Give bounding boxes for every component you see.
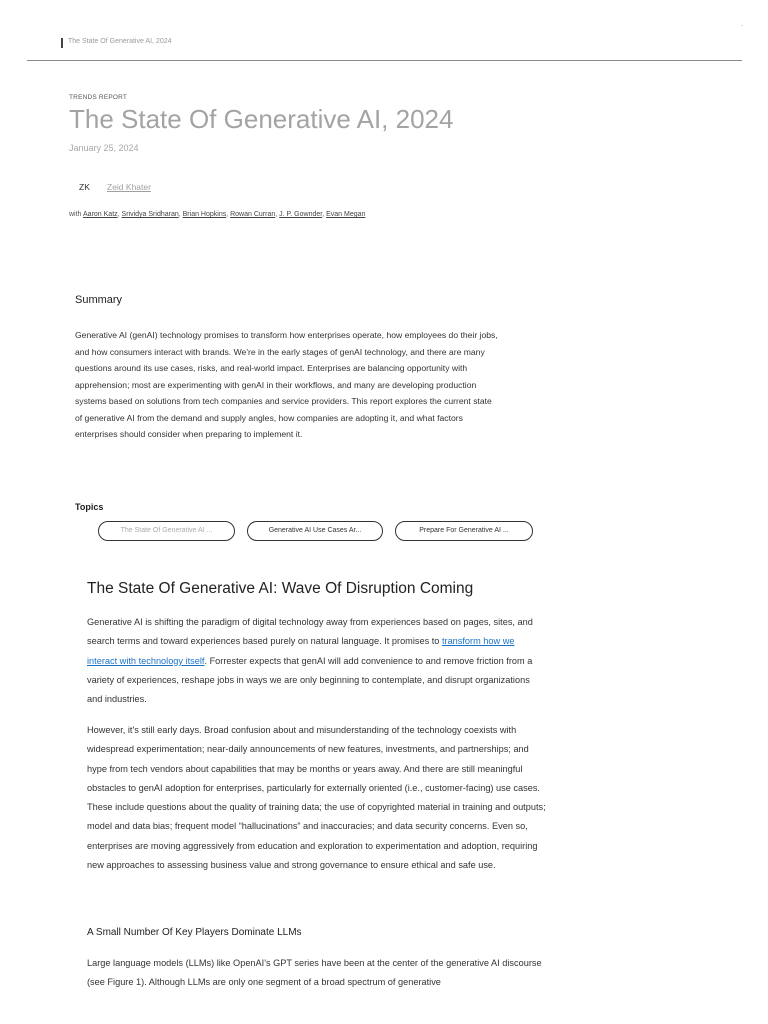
publish-date: January 25, 2024 (69, 143, 139, 153)
body-paragraph: However, it's still early days. Broad confusion about and misunderstanding of the technology coexists with widespread experimentation; near-daily announcements of new features, investments, and partnerships; and hype from tech vendors about capabilities that may be months or years away. And there are still meaningful obstacles to genAI adoption for enterprises, particularly for externally oriented (i.e., customer-facing) use cases. These include questions about the quality of training data; the use of copyrighted material in training and outputs; model and data bias; frequent model “hallucinations” and inaccuracies; and data security concerns. Even so, enterprises are moving aggressively from education and exploration to experimentation and adoption, requiring new approaches to assessing business value and strong governance to ensure ethical and safe use. (87, 725, 546, 871)
header-divider (27, 60, 742, 61)
coauthor-link[interactable]: Srividya Sridharan (121, 211, 179, 218)
with-label: with (69, 211, 82, 218)
coauthor-link[interactable]: Rowan Curran (230, 211, 276, 218)
summary-heading: Summary (75, 294, 123, 306)
body-paragraph (87, 613, 547, 709)
subsection-heading: A Small Number Of Key Players Dominate LLMs (87, 927, 302, 938)
coauthors-line: with Aaron Katz, Srividya Sridharan, Brian Hopkins, Rowan Curran, J. P. Gownder, Evan Megan (69, 211, 366, 218)
topics-heading: Topics (75, 502, 104, 512)
paragraph-text: . Forrester expects that genAI will add convenience to and remove friction from a variety of experiences, reshape jobs in ways we are only beginning to contemplate, and disrupt organizations and industries. (87, 655, 533, 705)
paragraph-text: Generative AI is shifting the paradigm of digital technology away from experiences based on pages, sites, and search terms and toward experiences based purely on natural language. It promises to (87, 617, 533, 647)
coauthor-link[interactable]: J. P. Gownder (279, 211, 323, 218)
page-title: The State Of Generative AI, 2024 (69, 104, 454, 134)
coauthor-link[interactable]: Evan Megan (326, 211, 366, 218)
breadcrumb-marker (61, 38, 63, 48)
topic-pill-state-of-genai[interactable]: The State Of Generative AI ... (98, 521, 235, 541)
author-avatar: ZK (79, 182, 90, 192)
section-heading: The State Of Generative AI: Wave Of Disruption Coming (87, 580, 474, 597)
report-type-label: TRENDS REPORT (69, 94, 128, 101)
inline-link-transform[interactable]: transform how we interact with technology itself (87, 636, 515, 666)
top-bar (0, 0, 768, 61)
body-paragraph: Large language models (LLMs) like OpenAI's GPT series have been at the center of the generative AI discourse (see Figure 1). Although LLMs are only one segment of a broad spectrum of generative (87, 958, 542, 988)
summary-text: Generative AI (genAI) technology promises to transform how enterprises operate, how employees do their jobs, and how consumers interact with brands. We're in the early stages of genAI technology, and there are many questions around its use cases, risks, and real-world impact. Enterprises are balancing opportunity with apprehension; most are experimenting with genAI in their workflows, and many are developing production systems based on solutions from tech companies and service providers. This report explores the current state of generative AI from the demand and supply angles, how companies are adopting it, and what factors enterprises should consider when preparing to implement it. (75, 330, 498, 439)
coauthor-link[interactable]: Aaron Katz (83, 211, 118, 218)
author-link[interactable]: Zeid Khater (107, 182, 151, 192)
breadcrumb[interactable]: The State Of Generative AI, 2024 (68, 38, 172, 45)
corner-mark: . (741, 22, 743, 28)
topic-pill-use-cases[interactable]: Generative AI Use Cases Ar... (247, 521, 383, 541)
topic-pill-prepare[interactable]: Prepare For Generative AI ... (395, 521, 533, 541)
coauthor-link[interactable]: Brian Hopkins (182, 211, 227, 218)
